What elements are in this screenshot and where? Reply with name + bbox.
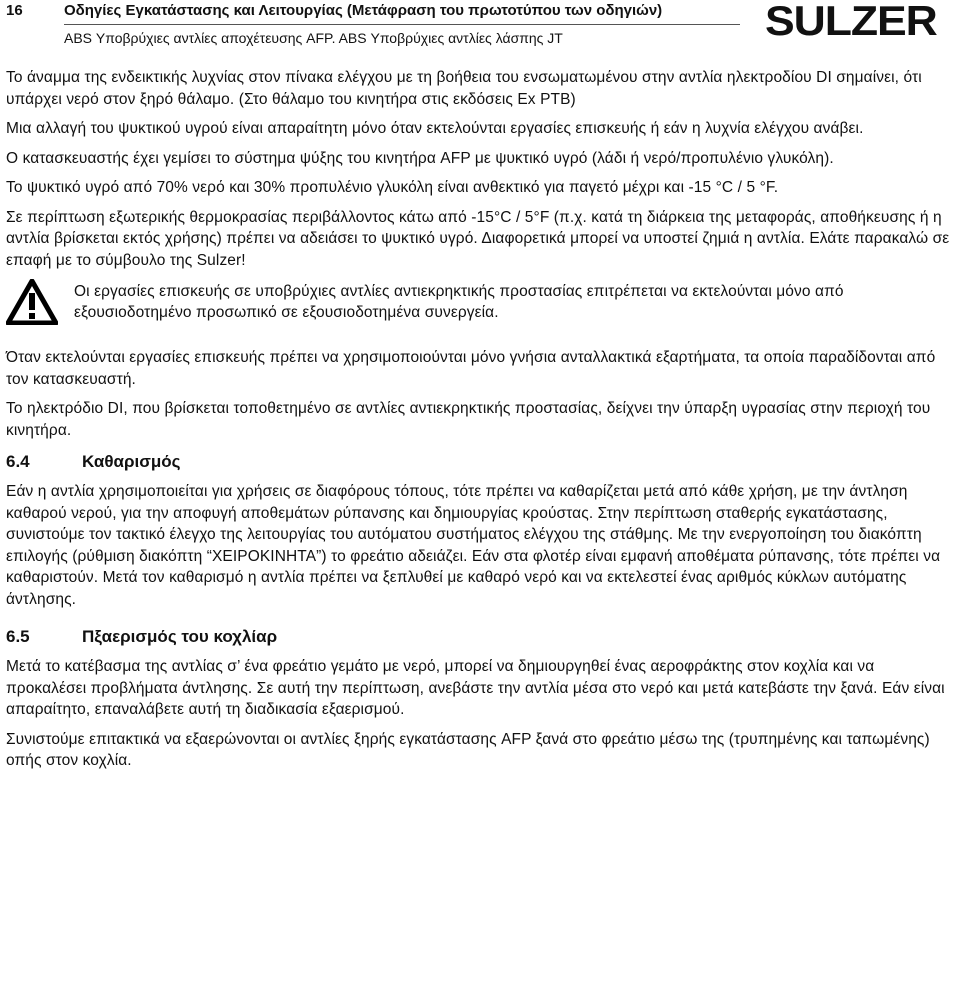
section-heading-cleaning	[6, 451, 956, 473]
paragraph: Ο κατασκευαστής έχει γεμίσει το σύστημα ψύξης του κινητήρα AFP με ψυκτικό υγρό (λάδι ή νερό/προπυλένιο γλυκόλη).	[6, 149, 834, 167]
header-divider	[64, 24, 740, 25]
paragraph: Όταν εκτελούνται εργασίες επισκευής πρέπει να χρησιμοποιούνται μόνο γνήσια ανταλλακτικά εξαρτήματα, τα οποία παραδίδονται από τον κατασκευαστή.	[6, 349, 936, 388]
paragraph: Το ψυκτικό υγρό από 70% νερό και 30% προπυλένιο γλυκόλη είναι ανθεκτικό για παγετό μέχρι και -15 °C / 5 °F.	[6, 179, 779, 196]
warning-text: Οι εργασίες επισκευής σε υποβρύχιες αντλίες αντιεκρηκτικής προστασίας επιτρέπεται να εκτελούνται μόνο από εξουσιοδοτημένο προσωπικό σε εξουσιοδοτημένα συνεργεία.	[74, 282, 844, 321]
page-header	[0, 0, 960, 60]
document-title: Οδηγίες Εγκατάστασης και Λειτουργίας (Μετάφραση του πρωτοτύπου των οδηγιών)	[64, 2, 663, 19]
page-body	[6, 67, 956, 780]
section-title: Καθαρισμός	[82, 452, 181, 471]
section-title: Πξαερισμός του κοχλίαρ	[82, 627, 278, 646]
section-number: 6.4	[6, 452, 30, 471]
paragraph: Συνιστούμε επιτακτικά να εξαερώνονται οι αντλίες ξηρής εγκατάστασης AFP ξανά στο φρεάτιο μέσω της (τρυπημένης και ταπωμένης) οπής στον κοχλία.	[6, 730, 930, 769]
paragraph: Το άναμμα της ενδεικτικής λυχνίας στον πίνακα ελέγχου με τη βοήθεια του ενσωματωμένου στην αντλία ηλεκτροδίου DI σημαίνει, ότι υπάρχει νερό στον ξηρό θάλαμο. (Στο θάλαμο του κινητήρα στις εκδόσεις Ex PTB)	[6, 69, 922, 108]
warning-triangle-icon	[6, 279, 74, 325]
paragraph: Σε περίπτωση εξωτερικής θερμοκρασίας περιβάλλοντος κάτω από -15°C / 5°F (π.χ. κατά τη διάρκεια της μεταφοράς, αποθήκευσης ή η αντλία βρίσκεται εκτός χρήσης) πρέπει να αδειάσει το ψυκτικό υγρό. Διαφορετικά μπορεί να υποστεί ζημιά η αντλία. Ελάτε παρακαλώ σε επαφή με το σύμβουλο της Sulzer!	[6, 208, 950, 269]
paragraph: Μετά το κατέβασμα της αντλίας σ’ ένα φρεάτιο γεμάτο με νερό, μπορεί να δημιουργηθεί ένας αεροφράκτης στον κοχλία και να προκαλέσει προβλήματα άντλησης. Σε αυτή την περίπτωση, ανεβάστε την αντλία μέσα στο νερό και μετά κατεβάστε την ξανά. Εάν είναι απαραίτητο, επαναλάβετε αυτή τη διαδικασία εξαερισμού.	[6, 658, 945, 718]
page-number: 16	[6, 2, 23, 19]
section-number: 6.5	[6, 627, 30, 646]
sulzer-logo: SULZER	[765, 0, 937, 44]
document-subtitle: ABS Υποβρύχιες αντλίες αποχέτευσης AFP. ABS Υποβρύχιες αντλίες λάσπης JT	[64, 30, 563, 46]
warning-notice	[6, 279, 956, 325]
paragraph: Το ηλεκτρόδιο DI, που βρίσκεται τοποθετημένο σε αντλίες αντιεκρηκτικής προστασίας, δείχνει την ύπαρξη υγρασίας στην περιοχή του κινητήρα.	[6, 400, 931, 439]
paragraph: Μια αλλαγή του ψυκτικού υγρού είναι απαραίτητη μόνο όταν εκτελούνται εργασίες επισκευής ή εάν η λυχνία ελέγχου ανάβει.	[6, 120, 864, 137]
section-heading-venting	[6, 626, 956, 648]
paragraph: Εάν η αντλία χρησιμοποιείται για χρήσεις σε διαφόρους τόπους, τότε πρέπει να καθαρίζεται μετά από κάθε χρήση, με την άντληση καθαρού νερού, για την αποφυγή αποθεμάτων ρύπανσης και δημιουργίας κρούστας. Στην περίπτωση σταθερής εγκατάστασης, συνιστούμε τον τακτικό έλεγχο της λειτουργίας του αυτόματου συστήματος ελέγχου της στάθμης. Με την ενεργοποίηση του διακόπτη επιλογής (ρύθμιση διακόπτη “ΧΕΙΡΟΚΙΝΗΤΑ”) το φρεάτιο αδειάζει. Εάν στα φλοτέρ είναι εμφανή αποθέματα ρύπανσης, τότε πρέπει να καθαριστούν. Μετά τον καθαρισμό η αντλία πρέπει να ξεπλυθεί με καθαρό νερό και να εκτελεστεί ένας αριθμός κύκλων αυτόματης άντλησης.	[6, 483, 941, 608]
